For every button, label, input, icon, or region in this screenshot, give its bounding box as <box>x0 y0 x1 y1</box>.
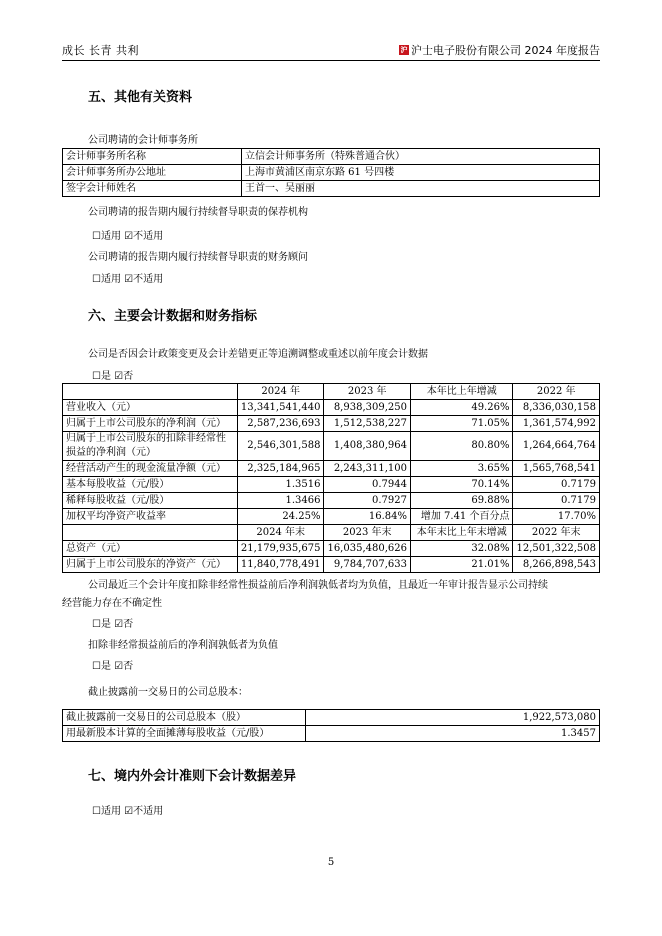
table-cell: 0.7179 <box>513 477 600 493</box>
table-cell: 总资产（元） <box>63 541 238 557</box>
table-cell: 1,565,768,541 <box>513 461 600 477</box>
table-cell: 加权平均净资产收益率 <box>63 509 238 525</box>
table-header-cell <box>63 525 238 541</box>
table-cell: 1,264,664,764 <box>513 432 600 461</box>
table-row <box>63 461 600 477</box>
table-cell: 70.14% <box>410 477 512 493</box>
table-cell: 80.80% <box>410 432 512 461</box>
table-header-cell: 2022 年末 <box>513 525 600 541</box>
table-header-cell: 2024 年 <box>237 384 324 400</box>
section7-checkbox-status: ☐适用 ☑不适用 <box>92 806 164 817</box>
table-row <box>63 493 600 509</box>
table-cell: 69.88% <box>410 493 512 509</box>
advisor-caption: 公司聘请的报告期内履行持续督导职责的财务顾问 <box>88 252 308 263</box>
advisor-checkbox-status: ☐适用 ☑不适用 <box>92 274 164 285</box>
table-cell: 16.84% <box>324 509 411 525</box>
table-cell: 2,546,301,588 <box>237 432 324 461</box>
sponsor-caption: 公司聘请的报告期内履行持续督导职责的保荐机构 <box>88 207 308 218</box>
table-cell: 1.3457 <box>306 726 600 742</box>
table-cell: 1,922,573,080 <box>306 710 600 726</box>
table-cell: 12,501,322,508 <box>513 541 600 557</box>
sponsor-checkbox-status: ☐适用 ☑不适用 <box>92 231 164 242</box>
table-cell: 3.65% <box>410 461 512 477</box>
section7-title: 七、境内外会计准则下会计数据差异 <box>88 769 297 784</box>
table-cell: 归属于上市公司股东的净利润（元） <box>63 416 238 432</box>
table-row <box>63 149 600 165</box>
table-header-cell: 2022 年 <box>513 384 600 400</box>
table-cell: 71.05% <box>410 416 512 432</box>
table-cell: 签字会计师姓名 <box>63 181 242 197</box>
table-cell: 立信会计师事务所（特殊普通合伙） <box>242 149 600 165</box>
table-cell: 1.3516 <box>237 477 324 493</box>
table-row <box>63 165 600 181</box>
table-cell: 8,938,309,250 <box>324 400 411 416</box>
table-header-cell: 本年比上年增减 <box>410 384 512 400</box>
table-cell: 21.01% <box>410 557 512 573</box>
header-report-title: 沪士电子股份有限公司 2024 年度报告 <box>411 44 600 57</box>
table-row <box>63 416 600 432</box>
table-row <box>63 541 600 557</box>
table-header-cell: 2024 年末 <box>237 525 324 541</box>
auditor-caption: 公司聘请的会计师事务所 <box>88 135 198 146</box>
section6-title: 六、主要会计数据和财务指标 <box>88 309 258 324</box>
table-row <box>63 181 600 197</box>
table-cell: 归属于上市公司股东的扣除非经常性损益的净利润（元） <box>63 432 238 461</box>
table-cell: 归属于上市公司股东的净资产（元） <box>63 557 238 573</box>
going-concern-checkbox-status: ☐是 ☑否 <box>92 619 134 630</box>
table-cell: 会计师事务所办公地址 <box>63 165 242 181</box>
table-cell: 增加 7.41 个百分点 <box>410 509 512 525</box>
table-cell: 2,587,236,693 <box>237 416 324 432</box>
table-cell: 16,035,480,626 <box>324 541 411 557</box>
table-header-row <box>63 384 600 400</box>
table-cell: 49.26% <box>410 400 512 416</box>
table-cell: 稀释每股收益（元/股） <box>63 493 238 509</box>
table-row <box>63 400 600 416</box>
table-cell: 8,336,030,158 <box>513 400 600 416</box>
going-concern-text-line2: 经营能力存在不确定性 <box>62 598 162 609</box>
auditor-table <box>62 148 600 197</box>
table-header-cell: 2023 年 <box>324 384 411 400</box>
table-cell: 0.7179 <box>513 493 600 509</box>
table-cell: 1,408,380,964 <box>324 432 411 461</box>
financial-data-table <box>62 383 600 573</box>
page-number: 5 <box>327 857 335 868</box>
table-row <box>63 710 600 726</box>
going-concern-text-line1: 公司最近三个会计年度扣除非经常性损益前后净利润孰低者均为负值，且最近一年审计报告显示公司持续 <box>88 580 548 591</box>
negative-profit-caption: 扣除非经常损益前后的净利润孰低者为负值 <box>88 640 278 651</box>
table-cell: 0.7944 <box>324 477 411 493</box>
table-cell: 9,784,707,633 <box>324 557 411 573</box>
table-cell: 截止披露前一交易日的公司总股本（股） <box>63 710 306 726</box>
header-slogan: 成长 长青 共利 <box>62 44 139 57</box>
table-cell: 8,266,898,543 <box>513 557 600 573</box>
table-cell: 基本每股收益（元/股） <box>63 477 238 493</box>
table-cell: 2,325,184,965 <box>237 461 324 477</box>
table-header-cell <box>63 384 238 400</box>
table-header-cell: 本年末比上年末增减 <box>410 525 512 541</box>
table-cell: 17.70% <box>513 509 600 525</box>
table-cell: 13,341,541,440 <box>237 400 324 416</box>
restate-checkbox-status: ☐是 ☑否 <box>92 371 134 382</box>
table-cell: 用最新股本计算的全面摊薄每股收益（元/股） <box>63 726 306 742</box>
table-cell: 1,512,538,227 <box>324 416 411 432</box>
share-capital-caption: 截止披露前一交易日的公司总股本： <box>88 687 248 698</box>
table-cell: 营业收入（元） <box>63 400 238 416</box>
table-row <box>63 557 600 573</box>
table-row <box>63 432 600 461</box>
table-cell: 2,243,311,100 <box>324 461 411 477</box>
table-row <box>63 509 600 525</box>
table-header-row <box>63 525 600 541</box>
table-cell: 21,179,935,675 <box>237 541 324 557</box>
table-cell: 24.25% <box>237 509 324 525</box>
table-cell: 32.08% <box>410 541 512 557</box>
table-cell: 11,840,778,491 <box>237 557 324 573</box>
table-cell: 王首一、吴丽丽 <box>242 181 600 197</box>
table-row <box>63 477 600 493</box>
table-cell: 1,361,574,992 <box>513 416 600 432</box>
table-cell: 1.3466 <box>237 493 324 509</box>
company-logo-icon: 沪 <box>400 46 408 54</box>
section5-title: 五、其他有关资料 <box>88 90 193 105</box>
table-cell: 经营活动产生的现金流量净额（元） <box>63 461 238 477</box>
table-cell: 0.7927 <box>324 493 411 509</box>
header-company <box>399 42 600 58</box>
restate-question: 公司是否因会计政策变更及会计差错更正等追溯调整或重述以前年度会计数据 <box>88 349 428 360</box>
header-divider <box>62 60 600 61</box>
share-capital-table <box>62 709 600 742</box>
table-row <box>63 726 600 742</box>
negative-profit-checkbox-status: ☐是 ☑否 <box>92 661 134 672</box>
table-cell: 会计师事务所名称 <box>63 149 242 165</box>
table-header-cell: 2023 年末 <box>324 525 411 541</box>
table-cell: 上海市黄浦区南京东路 61 号四楼 <box>242 165 600 181</box>
